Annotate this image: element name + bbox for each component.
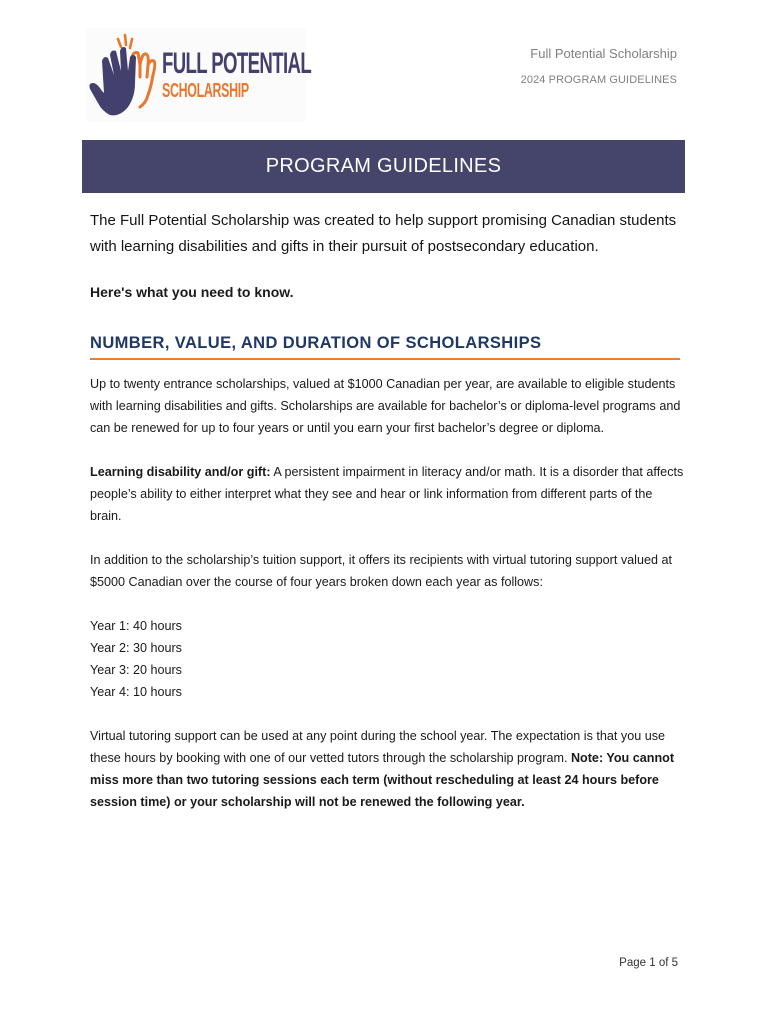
- list-item: Year 3: 20 hours: [90, 663, 182, 677]
- intro-lead: Here's what you need to know.: [90, 284, 294, 300]
- tutoring-support-paragraph: In addition to the scholarship’s tuition support, it offers its recipients with virtual tutoring support valued at $5000 Canadian over the course of four years broken down each year as follows:: [90, 553, 672, 589]
- document-body: [90, 208, 685, 813]
- logo-title: FULL POTENTIAL: [162, 47, 312, 80]
- header-org-name: Full Potential Scholarship: [530, 46, 677, 61]
- tutoring-usage-paragraph: [90, 725, 685, 813]
- list-item: Year 2: 30 hours: [90, 641, 182, 655]
- usage-text: Virtual tutoring support can be used at any point during the school year. The expectation is that you use these hours by booking with one of our vetted tutors through the scholarship program.: [90, 729, 666, 765]
- running-header: [521, 46, 677, 86]
- scholarship-value-paragraph: Up to twenty entrance scholarships, valued at $1000 Canadian per year, are available to eligible students with learning disabilities and gifts. Scholarships are available for bachelor’s or diploma-level programs and can be renewed for up to four years or until you earn your first bachelor’s degree or diploma.: [90, 377, 681, 435]
- logo-subtitle: SCHOLARSHIP: [162, 80, 249, 102]
- logo: [86, 28, 312, 122]
- attendance-note: Note: You cannot miss more than two tutoring sessions each term (without rescheduling at least 24 hours before session time) or your scholarship will not be renewed the following year.: [90, 751, 675, 809]
- list-item: Year 4: 10 hours: [90, 685, 182, 699]
- section-heading: NUMBER, VALUE, AND DURATION OF SCHOLARSHIPS: [90, 334, 680, 360]
- header-doc-title: 2024 PROGRAM GUIDELINES: [520, 74, 677, 86]
- logo-wordmark: [162, 47, 312, 102]
- definition-text: A persistent impairment in literacy and/or math. It is a disorder that affects people’s ability to either interpret what they see and hear or link information from different parts of the brain.: [90, 465, 684, 523]
- page-title: PROGRAM GUIDELINES: [265, 155, 502, 177]
- definition-paragraph: [90, 461, 685, 527]
- page-number: Page 1 of 5: [619, 957, 678, 969]
- high-five-hands-icon: [88, 31, 160, 119]
- definition-term: Learning disability and/or gift:: [90, 465, 271, 479]
- page-title-banner: [82, 140, 685, 193]
- tutoring-hours-list: [90, 615, 685, 703]
- list-item: Year 1: 40 hours: [90, 619, 182, 633]
- intro-paragraph: The Full Potential Scholarship was created to help support promising Canadian students with learning disabilities and gifts in their pursuit of postsecondary education.: [90, 212, 677, 255]
